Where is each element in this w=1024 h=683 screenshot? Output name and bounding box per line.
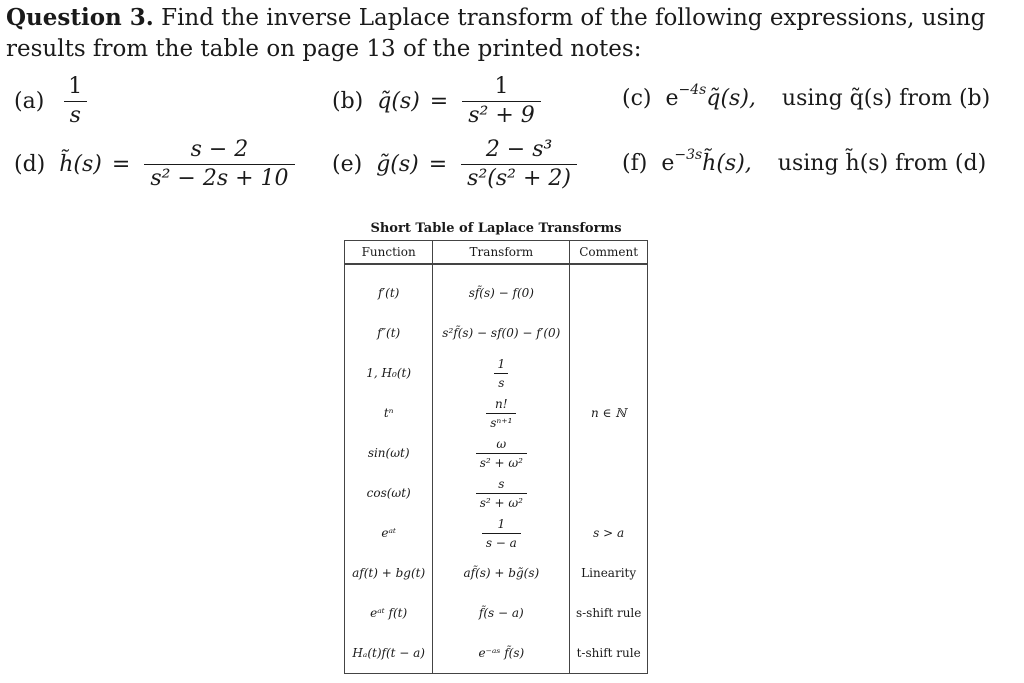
transform-denominator: s: [494, 373, 508, 390]
part-b-numerator: 1: [494, 74, 509, 99]
cell-function: f′(t): [345, 264, 433, 313]
part-f-base: e: [661, 151, 675, 176]
part-a-label: (a): [14, 88, 45, 114]
part-c: [622, 82, 991, 111]
cell-function: cos(ωt): [345, 473, 433, 513]
cell-transform: f̃(s − a): [433, 593, 570, 633]
cell-comment: [570, 473, 648, 513]
table-row: [345, 513, 648, 553]
table-header-row: [345, 241, 648, 265]
transform-numerator: ω: [496, 436, 507, 451]
table-row: [345, 593, 648, 633]
part-c-label: (c): [622, 86, 652, 111]
transform-numerator: s: [498, 476, 505, 491]
table-row: [345, 264, 648, 313]
part-f-rest: h̃(s),: [702, 151, 752, 176]
transform-denominator: sⁿ⁺¹: [486, 413, 516, 430]
part-a-denominator: s: [64, 101, 87, 127]
table-row: [345, 473, 648, 513]
cell-transform: af̃(s) + bg̃(s): [433, 553, 570, 593]
cell-function: eᵃᵗ f(t): [345, 593, 433, 633]
part-d-equals: =: [111, 151, 131, 177]
cell-comment: [570, 353, 648, 393]
laplace-table-section: [344, 218, 648, 674]
cell-transform: [433, 513, 570, 553]
header-transform: Transform: [433, 241, 570, 265]
part-e-numerator: 2 − s³: [485, 137, 553, 162]
part-f: [622, 147, 987, 176]
part-d: [14, 139, 299, 190]
table-row: [345, 313, 648, 353]
cell-function: Hₐ(t)f(t − a): [345, 633, 433, 674]
transform-numerator: 1: [497, 356, 506, 371]
part-d-label: (d): [14, 151, 46, 177]
cell-comment: [570, 433, 648, 473]
question-header: [6, 2, 1018, 65]
part-a-numerator: 1: [68, 74, 83, 99]
part-e-equals: =: [428, 151, 448, 177]
part-f-exponent: −3s: [674, 147, 703, 163]
cell-function: tⁿ: [345, 393, 433, 433]
part-c-note: using q̃(s) from (b): [781, 86, 991, 111]
cell-transform: sf̃(s) − f(0): [433, 264, 570, 313]
cell-transform: [433, 473, 570, 513]
cell-function: sin(ωt): [345, 433, 433, 473]
part-e: [332, 139, 581, 190]
table-row: [345, 353, 648, 393]
part-b-equals: =: [429, 88, 449, 114]
part-e-fraction: [461, 139, 577, 190]
cell-transform: [433, 353, 570, 393]
cell-function: 1, H₀(t): [345, 353, 433, 393]
header-function: Function: [345, 241, 433, 265]
table-row: [345, 633, 648, 674]
cell-function: eᵃᵗ: [345, 513, 433, 553]
transform-denominator: s − a: [482, 533, 521, 550]
part-a-fraction: [62, 76, 88, 127]
cell-comment: t-shift rule: [570, 633, 648, 674]
part-c-rest: q̃(s),: [706, 86, 756, 111]
part-c-exponent: −4s: [678, 82, 707, 98]
part-c-base: e: [665, 86, 679, 111]
laplace-table: [344, 240, 648, 674]
cell-comment: n ∈ ℕ: [570, 393, 648, 433]
cell-function: af(t) + bg(t): [345, 553, 433, 593]
cell-transform: [433, 433, 570, 473]
part-b-label: (b): [332, 88, 364, 114]
cell-comment: s-shift rule: [570, 593, 648, 633]
question-text: Find the inverse Laplace transform of the following expressions, using results from the table on page 13 of the printed notes:: [6, 5, 986, 62]
transform-denominator: s² + ω²: [476, 453, 527, 470]
part-e-lhs: g̃(s): [376, 151, 419, 177]
transform-denominator: s² + ω²: [476, 493, 527, 510]
cell-transform: [433, 393, 570, 433]
transform-numerator: n!: [495, 396, 508, 411]
table-title: Short Table of Laplace Transforms: [370, 221, 622, 236]
part-b-fraction: [462, 76, 541, 127]
header-comment: Comment: [570, 241, 648, 265]
question-number: Question 3.: [6, 4, 154, 31]
part-d-fraction: [144, 139, 294, 190]
table-row: [345, 553, 648, 593]
part-e-denominator: s²(s² + 2): [461, 164, 577, 190]
part-d-numerator: s − 2: [190, 137, 249, 162]
cell-comment: [570, 313, 648, 353]
cell-comment: [570, 264, 648, 313]
part-a: [14, 76, 92, 127]
part-b-denominator: s² + 9: [462, 101, 541, 127]
table-row: [345, 393, 648, 433]
cell-function: f″(t): [345, 313, 433, 353]
part-b: [332, 76, 545, 127]
cell-comment: Linearity: [570, 553, 648, 593]
part-d-lhs: h̃(s): [59, 151, 102, 177]
part-d-denominator: s² − 2s + 10: [144, 164, 294, 190]
cell-transform: s²f̃(s) − sf(0) − f′(0): [433, 313, 570, 353]
transform-numerator: 1: [497, 516, 506, 531]
part-e-label: (e): [332, 151, 363, 177]
part-b-lhs: q̃(s): [377, 88, 420, 114]
part-f-label: (f): [622, 151, 648, 176]
cell-comment: s > a: [570, 513, 648, 553]
part-f-note: using h̃(s) from (d): [777, 151, 987, 176]
table-row: [345, 433, 648, 473]
cell-transform: e⁻ᵃˢ f̃(s): [433, 633, 570, 674]
